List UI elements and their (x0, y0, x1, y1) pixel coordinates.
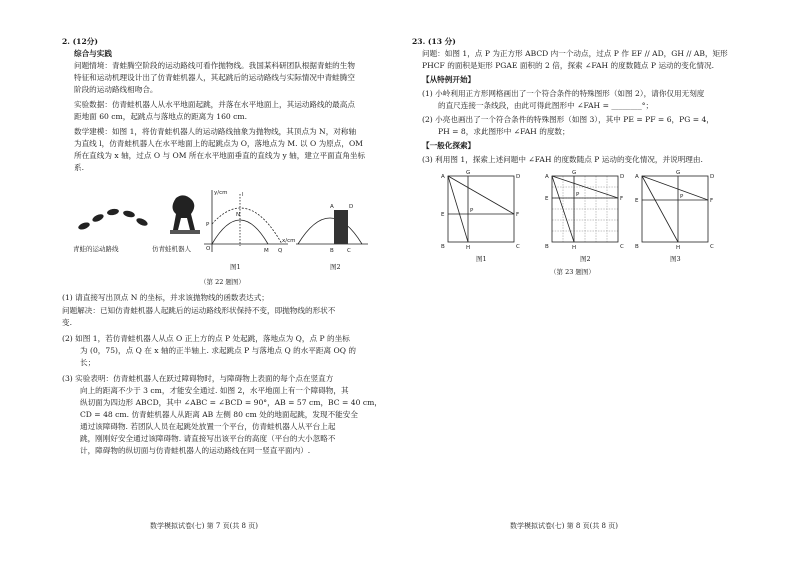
question-22-header: 2. (12分) (62, 37, 98, 46)
svg-text:l: l (242, 192, 244, 198)
modeling-line: 数学建模：如图 1，将仿青蛙机器人的运动路线抽象为抛物线，其顶点为 N，对称轴 (74, 127, 357, 136)
svg-text:H: H (676, 245, 681, 251)
svg-text:C: C (516, 244, 520, 250)
modeling-line: 系. (74, 163, 85, 172)
modeling-line: 所在直线为 x 轴，过点 O 与 OM 所在水平地面垂直的直线为 y 轴，建立平面直角坐标 (74, 151, 366, 160)
svg-text:E: E (635, 198, 639, 204)
svg-text:B: B (330, 248, 334, 254)
subquestion-2-line: 长； (80, 358, 96, 367)
subquestion-1: (1) 小岭利用正方形网格画出了一个符合条件的特殊图形（如图 2），请你仅用无刻度 (422, 89, 705, 98)
figure-2-grid-square (542, 170, 626, 252)
subquestion-1-line: 的直尺连接一条线段，由此可得此图形中 ∠FAH = ________°； (438, 101, 654, 110)
svg-text:A: A (330, 204, 334, 210)
svg-text:G: G (466, 170, 471, 176)
subquestion-3-line: 纵切面为四边形 ABCD，其中 ∠ABC = ∠BCD = 90°，AB = 57 cm，BC = 40 cm， (80, 398, 382, 407)
problem-context-line: 特征和运动机理设计出了仿青蛙机器人，其起跳后的运动路线与实际情况中青蛙腾空 (74, 73, 355, 82)
subquestion-2: (2) 如图 1，若仿青蛙机器人从点 O 正上方的点 P 处起跳，落地点为 Q，点 P 的坐标 (62, 334, 350, 343)
problem-solving-line: 变. (62, 318, 73, 327)
svg-text:B: B (441, 244, 445, 250)
problem-solving-line: 问题解决：已知仿青蛙机器人起跳后的运动路线形状保持不变，即抛物线的形状不 (62, 306, 336, 315)
svg-text:A: A (545, 174, 549, 180)
photo-caption-robot: 仿青蛙机器人 (152, 245, 191, 253)
figure-2-label: 图2 (330, 263, 341, 271)
subquestion-2-line: PH = 8，求此图形中 ∠FAH 的度数； (438, 127, 570, 136)
svg-text:A: A (441, 174, 445, 180)
problem-statement-line: 问题：如图 1，点 P 为正方形 ABCD 内一个动点，过点 P 作 EF // AD，GH // AB，矩形 (422, 49, 728, 58)
subquestion-2-line: 为 (0，75)，点 Q 在 x 轴的正半轴上. 求起跳点 P 与落地点 Q 的水平距离 OQ 的 (80, 346, 356, 355)
subquestion-3-line: 计，障碍物的纵切面与仿青蛙机器人的运动路线在同一竖直平面内）. (80, 446, 311, 455)
svg-text:D: D (516, 174, 521, 180)
svg-text:O: O (206, 246, 211, 252)
svg-text:y/cm: y/cm (214, 190, 228, 196)
right-figure-3-label: 图3 (670, 255, 681, 263)
subquestion-3-line: 向上的距离不少于 3 cm，才能安全通过. 如图 2，水平地面上有一个障碍物，其 (80, 386, 349, 395)
svg-text:C: C (710, 244, 714, 250)
problem-statement-line: PHCF 的面积是矩形 PGAE 面积的 2 倍，探索 ∠FAH 的度数随点 P 运动的变化情况. (422, 61, 715, 70)
right-figure-group-caption: （第 23 题图） (550, 268, 595, 276)
svg-text:x/cm: x/cm (282, 238, 296, 244)
page-footer: 数学模拟试卷(七) 第 8 页(共 8 页) (510, 522, 618, 530)
figure-1-parabola (198, 186, 296, 258)
subquestion-1: (1) 请直接写出顶点 N 的坐标，并求该抛物线的函数表达式； (62, 293, 269, 302)
page-footer: 数学模拟试卷(七) 第 7 页(共 8 页) (150, 522, 258, 530)
svg-text:P: P (206, 222, 210, 228)
svg-text:B: B (545, 244, 549, 250)
experiment-data-line: 实验数据：仿青蛙机器人从水平地面起跳，并落在水平地面上，其运动路线的最高点 (74, 100, 355, 109)
figure-1-label: 图1 (230, 263, 241, 271)
right-page (400, 0, 800, 566)
right-figure-1-label: 图1 (476, 255, 487, 263)
svg-text:H: H (466, 245, 471, 251)
section-generalization: 【一般化探索】 (422, 141, 476, 150)
svg-text:C: C (620, 244, 624, 250)
svg-text:F: F (620, 196, 624, 202)
subquestion-3-line: CD = 48 cm. 仿青蛙机器人从距离 AB 左侧 80 cm 处的地面起跳，发现不能安全 (80, 410, 358, 419)
svg-text:P: P (680, 194, 684, 200)
svg-text:G: G (572, 170, 577, 176)
svg-text:C: C (347, 248, 351, 254)
frog-photos (72, 190, 207, 242)
subquestion-3: (3) 实验表明：仿青蛙机器人在跃过障碍物时，与障碍物上表面的每个点在竖直方 (62, 374, 334, 383)
subquestion-3-line: 跳，刚刚好安全通过该障碍物. 请直接写出该平台的高度（平台的大小忽略不 (80, 434, 336, 443)
svg-text:N: N (236, 212, 241, 218)
experiment-data-line: 距地面 60 cm，起跳点与落地点的距离为 160 cm. (74, 112, 248, 121)
photo-caption-frog-path: 青蛙的运动路线 (73, 245, 119, 253)
subquestion-3: (3) 利用图 1，探索上述问题中 ∠FAH 的度数随点 P 运动的变化情况，并说明理由. (422, 155, 703, 164)
question-23-header: 23. (13 分) (412, 37, 456, 46)
svg-text:G: G (676, 170, 681, 176)
svg-text:H: H (572, 245, 577, 251)
svg-text:M: M (264, 248, 269, 254)
section-special-case: 【从特例开始】 (422, 75, 476, 84)
figure-3-square (632, 170, 716, 252)
svg-text:P: P (576, 192, 580, 198)
svg-text:D: D (710, 174, 715, 180)
svg-text:A: A (635, 174, 639, 180)
svg-text:F: F (710, 198, 714, 204)
modeling-line: 为直线 l，仿青蛙机器人在水平地面上的起跳点为 O，落地点为 M. 以 O 为原点，OM (74, 139, 363, 148)
problem-context-line: 阶段的运动路线相吻合。 (74, 85, 158, 94)
right-figure-2-label: 图2 (580, 255, 591, 263)
subquestion-3-line: 通过该障碍物. 若团队人员在起跳处放置一个平台，仿青蛙机器人从平台上起 (80, 422, 336, 431)
svg-text:D: D (620, 174, 625, 180)
subquestion-2: (2) 小亮也画出了一个符合条件的特殊图形（如图 3），其中 PE = PF = 6，PG = 4， (422, 115, 714, 124)
svg-text:B: B (635, 244, 639, 250)
svg-text:F: F (516, 212, 520, 218)
problem-context-line: 问题情境：青蛙腾空阶段的运动路线可看作抛物线。我国某科研团队根据青蛙的生物 (74, 61, 355, 70)
topic-title: 综合与实践 (74, 49, 112, 58)
figure-1-square (438, 170, 522, 252)
figure-2-obstacle (294, 186, 370, 258)
svg-text:D: D (349, 204, 354, 210)
figure-group-caption: （第 22 题图） (200, 278, 245, 286)
svg-text:E: E (545, 196, 549, 202)
svg-text:P: P (470, 208, 474, 214)
svg-text:Q: Q (278, 248, 283, 254)
svg-text:E: E (441, 212, 445, 218)
